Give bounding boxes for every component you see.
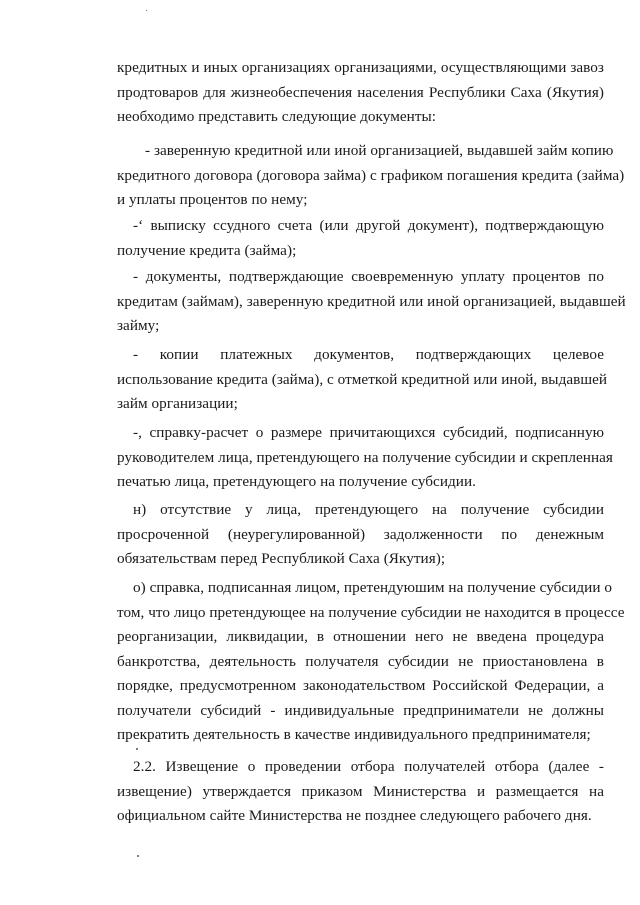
text-line: -, справку-расчет о размере причитающихся субсидий, подписанную bbox=[133, 424, 604, 441]
scan-speck bbox=[146, 10, 147, 11]
text-line: руководителем лица, претендующего на получение субсидии и скрепленная bbox=[117, 448, 613, 466]
text-line: -‘ выписку ссудного счета (или другой документ), подтверждающую bbox=[133, 217, 604, 234]
text-line: кредитам (займам), заверенную кредитной или иной организацией, выдавшей bbox=[117, 292, 626, 310]
text-line: займ организации; bbox=[117, 395, 238, 412]
paragraph-interest-payment bbox=[117, 265, 626, 339]
text-line: просроченной (неурегулированной) задолженности по денежным bbox=[117, 525, 604, 543]
text-line: том, что лицо претендующее на получение субсидии не находится в процессе bbox=[117, 603, 625, 621]
paragraph-notice bbox=[117, 755, 604, 829]
text-line: продтоваров для жизнеобеспечения населения Республики Саха (Якутия) bbox=[117, 83, 604, 101]
text-line: официальном сайте Министерства не позднее следующего рабочего дня. bbox=[117, 807, 592, 824]
text-line: кредитных и иных организациях организациями, осуществляющими завоз bbox=[117, 59, 604, 76]
text-line: реорганизации, ликвидации, в отношении него не введена процедура bbox=[117, 628, 604, 645]
text-line: обязательствам перед Республикой Саха (Якутия); bbox=[117, 550, 446, 567]
text-line: - документы, подтверждающие своевременную уплату процентов по bbox=[133, 268, 604, 285]
text-line: и уплаты процентов по нему; bbox=[117, 191, 308, 208]
text-line: получение кредита (займа); bbox=[117, 241, 297, 259]
text-line: получатели субсидий - индивидуальные предприниматели не должны bbox=[117, 701, 604, 719]
paragraph-certificate bbox=[117, 576, 625, 748]
text-line: н) отсутствие у лица, претендующего на получение субсидии bbox=[133, 501, 604, 518]
text-line: - заверенную кредитной или иной организацией, выдавшей займ копию bbox=[145, 142, 614, 159]
paragraph-payment-documents bbox=[117, 343, 608, 417]
text-line: извещение) утверждается приказом Министерства и размещается на bbox=[117, 782, 604, 800]
text-line: - копии платежных документов, подтверждающих целевое bbox=[133, 346, 604, 363]
text-line: использование кредита (займа), с отметкой кредитной или иной, выдавшей bbox=[117, 370, 608, 388]
paragraph-no-debt bbox=[117, 498, 604, 572]
text-line: необходимо представить следующие документы: bbox=[117, 108, 437, 125]
paragraph-intro bbox=[117, 56, 604, 130]
scan-speck bbox=[136, 748, 138, 750]
text-line: о) справка, подписанная лицом, претендуюшим на получение субсидии о bbox=[133, 579, 613, 596]
text-line: печатью лица, претендующего на получение субсидии. bbox=[117, 473, 477, 490]
scan-speck bbox=[137, 855, 139, 857]
text-line: кредитного договора (договора займа) с графиком погашения кредита (займа) bbox=[117, 166, 625, 184]
text-line: банкротства, деятельность получателя субсидии не приостановлена в bbox=[117, 652, 604, 670]
text-line: займу; bbox=[117, 317, 160, 334]
text-line: 2.2. Извещение о проведении отбора получателей отбора (далее - bbox=[133, 758, 604, 775]
text-line: порядке, предусмотренном законодательством Российской Федерации, а bbox=[117, 677, 604, 694]
paragraph-account-statement bbox=[117, 214, 604, 263]
paragraph-loan-agreement bbox=[117, 139, 625, 213]
paragraph-subsidy-calculation bbox=[117, 421, 613, 495]
text-line: прекратить деятельность в качестве индивидуального предпринимателя; bbox=[117, 726, 591, 743]
